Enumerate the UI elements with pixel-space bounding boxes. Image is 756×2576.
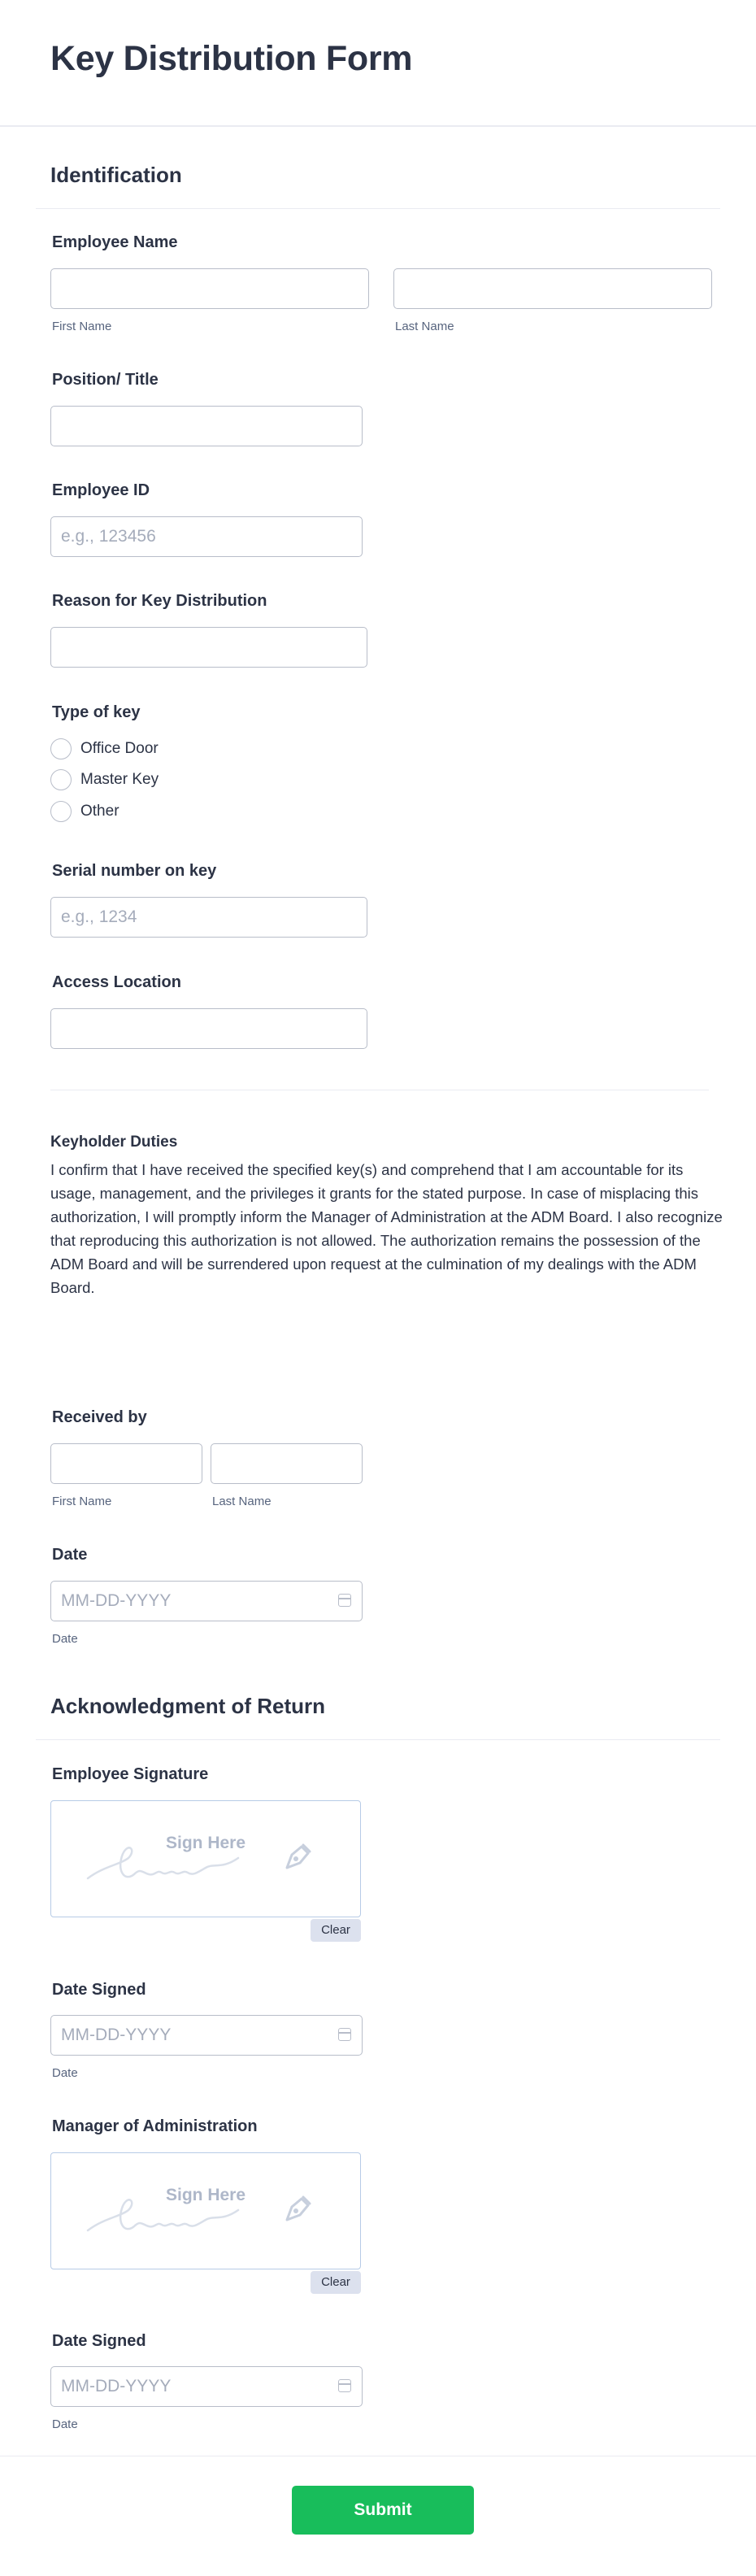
section-title-identification: Identification [50, 163, 182, 187]
radio-button[interactable] [50, 738, 72, 759]
form-header [0, 0, 756, 127]
last-name-sublabel: Last Name [212, 1495, 272, 1508]
sign-here-text: Sign Here [165, 1834, 246, 1852]
employee-last-name-input[interactable] [393, 268, 712, 309]
date-signed-label: Date Signed [52, 2332, 146, 2350]
radio-option-office-door[interactable] [50, 737, 159, 761]
calendar-icon[interactable] [338, 2028, 351, 2041]
sign-here-text: Sign Here [165, 2186, 246, 2204]
submit-button[interactable]: Submit [292, 2486, 474, 2535]
radio-button[interactable] [50, 801, 72, 822]
radio-option-other[interactable] [50, 799, 119, 824]
key-type-label: Type of key [52, 703, 141, 721]
employee-id-label: Employee ID [52, 481, 150, 499]
duties-title: Keyholder Duties [50, 1134, 178, 1151]
form-title: Key Distribution Form [50, 39, 413, 78]
section-divider [36, 208, 720, 209]
received-last-name-input[interactable] [211, 1443, 363, 1484]
date-sublabel: Date [52, 1632, 78, 1646]
manager-signature-label: Manager of Administration [52, 2117, 258, 2135]
date-signed-label: Date Signed [52, 1981, 146, 1999]
clear-signature-button[interactable]: Clear [311, 2271, 361, 2294]
date-input[interactable] [50, 1581, 363, 1621]
radio-option-master-key[interactable] [50, 768, 159, 792]
clear-signature-button[interactable]: Clear [311, 1919, 361, 1942]
radio-label: Master Key [80, 771, 159, 788]
reason-input[interactable] [50, 627, 367, 668]
date-signed-input[interactable] [50, 2366, 363, 2407]
employee-first-name-input[interactable] [50, 268, 369, 309]
calendar-icon[interactable] [338, 1594, 351, 1607]
position-input[interactable] [50, 406, 363, 446]
received-by-label: Received by [52, 1408, 147, 1426]
radio-button[interactable] [50, 769, 72, 790]
section-divider [36, 1739, 720, 1740]
date-label: Date [52, 1546, 88, 1564]
first-name-sublabel: First Name [52, 1495, 112, 1508]
section-title-return: Acknowledgment of Return [50, 1694, 326, 1718]
date-signed-input[interactable] [50, 2015, 363, 2056]
access-location-input[interactable] [50, 1008, 367, 1049]
date-sublabel: Date [52, 2417, 78, 2431]
duties-paragraph: I confirm that I have received the specified key(s) and comprehend that I am accountable for its usage, management, and the privileges it grants for the stated purpose. In case of misplacing this authorization, I will promptly inform the Manager of Administration at the ADM Board. I also recognize that reproducing this authorization is not allowed. The authorization remains the possession of the ADM Board and will be surrendered upon request at the culmination of my dealings with the ADM Board. [50, 1161, 723, 1296]
serial-input[interactable] [50, 897, 367, 938]
serial-label: Serial number on key [52, 862, 217, 880]
employee-signature-pad[interactable] [50, 1800, 361, 1917]
radio-label: Office Door [80, 740, 159, 757]
employee-id-input[interactable] [50, 516, 363, 557]
pen-nib-icon [280, 2191, 316, 2226]
access-location-label: Access Location [52, 973, 181, 991]
calendar-icon[interactable] [338, 2379, 351, 2392]
employee-signature-label: Employee Signature [52, 1765, 209, 1783]
employee-name-label: Employee Name [52, 233, 178, 251]
last-name-sublabel: Last Name [395, 320, 454, 333]
first-name-sublabel: First Name [52, 320, 112, 333]
reason-label: Reason for Key Distribution [52, 592, 267, 610]
position-label: Position/ Title [52, 371, 159, 389]
pen-nib-icon [280, 1838, 316, 1874]
radio-label: Other [80, 803, 119, 820]
date-sublabel: Date [52, 2066, 78, 2080]
manager-signature-pad[interactable] [50, 2152, 361, 2269]
received-first-name-input[interactable] [50, 1443, 202, 1484]
